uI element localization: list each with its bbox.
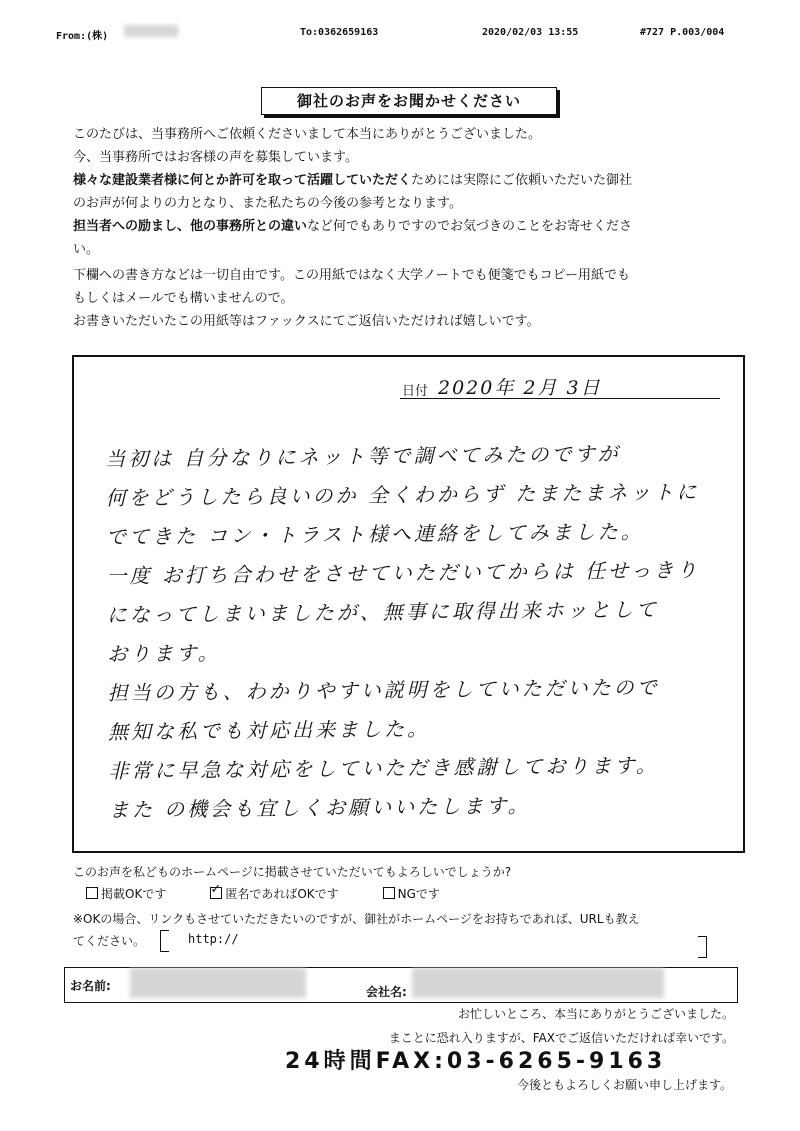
page-title: 御社のお声をお聞かせください [261, 87, 557, 115]
url-bracket-right [698, 936, 707, 958]
intro-line: このたびは、当事務所へご依頼くださいまして本当にありがとうございました。 [73, 127, 542, 142]
redacted-company [412, 968, 664, 998]
fax-to: To:0362659163 [300, 27, 379, 38]
checkbox-icon[interactable] [86, 887, 98, 899]
comment-line: になってしまいましたが、無事に取得出来ホッとして [106, 597, 659, 627]
comment-line: でてきた コン・トラスト様へ連絡をしてみました。 [105, 519, 644, 549]
redacted-name [130, 968, 306, 998]
option-ng[interactable] [383, 885, 440, 902]
url-note-continued: てください。 [73, 934, 146, 948]
thanks-text: お忙しいところ、本当にありがとうございました。 [457, 1007, 734, 1021]
reply-request-text: まことに恐れ入りますが、FAXでご返信いただければ幸いです。 [388, 1031, 734, 1045]
option-ok[interactable] [86, 885, 166, 902]
comment-line: また の機会も宜しくお願いいたします。 [108, 793, 531, 822]
url-bracket-left [160, 930, 169, 952]
fax-datetime: 2020/02/03 13:55 [482, 27, 579, 38]
consent-question: このお声を私どものホームページに掲載させていただいてもよろしいでしょうか? [73, 865, 512, 879]
intro-line [73, 169, 743, 192]
fax-page: #727 P.003/004 [640, 27, 725, 38]
comment-line: 非常に早急な対応をしていただき感謝しております。 [108, 753, 659, 783]
redacted-sender [124, 25, 178, 37]
date-label: 日付 [402, 384, 429, 399]
intro-text-part: ためには実際にご依頼いただいた御社 [411, 173, 633, 188]
closing-text: 今後ともよろしくお願い申し上げます。 [516, 1078, 732, 1092]
intro-emphasis: 担当者への励まし、他の事務所との違い [73, 219, 308, 234]
comment-line: 何をどうしたら良いのか 全くわからず たまたまネットに [105, 479, 700, 510]
intro-line: 今、当事務所ではお客様の声を募集しています。 [73, 150, 358, 165]
intro-line: 下欄への書き方などは一切自由です。この用紙ではなく大学ノートでも便箋でもコピー用紙でも [73, 268, 631, 283]
name-label: お名前: [70, 979, 111, 993]
intro-line: お書きいただいたこの用紙等はファックスにてご返信いただければ嬉しいです。 [73, 314, 540, 329]
checked-checkbox-icon[interactable] [210, 887, 222, 899]
url-field[interactable]: http:// [188, 932, 239, 946]
date-value: 2020年 2月 3日 [438, 377, 602, 399]
comment-line: 当初は 自分なりにネット等で調べてみたのですが [105, 441, 621, 471]
fax-from: From:(株) [56, 31, 109, 42]
option-anonymous-ok[interactable] [210, 885, 338, 902]
intro-text [73, 123, 743, 333]
intro-line: い。 [73, 242, 100, 257]
checkbox-icon[interactable] [383, 887, 395, 899]
option-label: NGです [397, 887, 440, 901]
intro-line: のお声が何よりの力となり、また私たちの今後の参考となります。 [73, 196, 462, 211]
company-label: 会社名: [366, 985, 407, 999]
intro-emphasis: 様々な建設業者様に何とか許可を取って活躍していただく [73, 173, 412, 188]
comment-line: 一度 お打ち合わせをさせていただいてからは 任せっきり [106, 557, 700, 588]
comment-line: 担当の方も、わかりやすい説明をしていただいたので [107, 675, 660, 705]
intro-line: もしくはメールでも構いませんので。 [73, 291, 294, 306]
url-note: ※OKの場合、リンクもさせていただきたいのですが、御社がホームページをお持ちであれば、URLも教え [73, 912, 640, 926]
intro-text-part: など何でもありですのでお気づきのことをお寄せくださ [307, 219, 633, 234]
intro-line [73, 215, 743, 238]
fax-number: 24時間FAX:03-6265-9163 [285, 1049, 667, 1074]
handwritten-comment [105, 434, 729, 830]
date-underline [400, 398, 720, 399]
comment-line: おります。 [107, 640, 221, 666]
comment-line: 無知な私でも対応出来ました。 [107, 716, 431, 744]
consent-options [86, 885, 440, 902]
option-label: 匿名であればOKです [225, 887, 339, 901]
option-label: 掲載OKです [101, 887, 167, 901]
